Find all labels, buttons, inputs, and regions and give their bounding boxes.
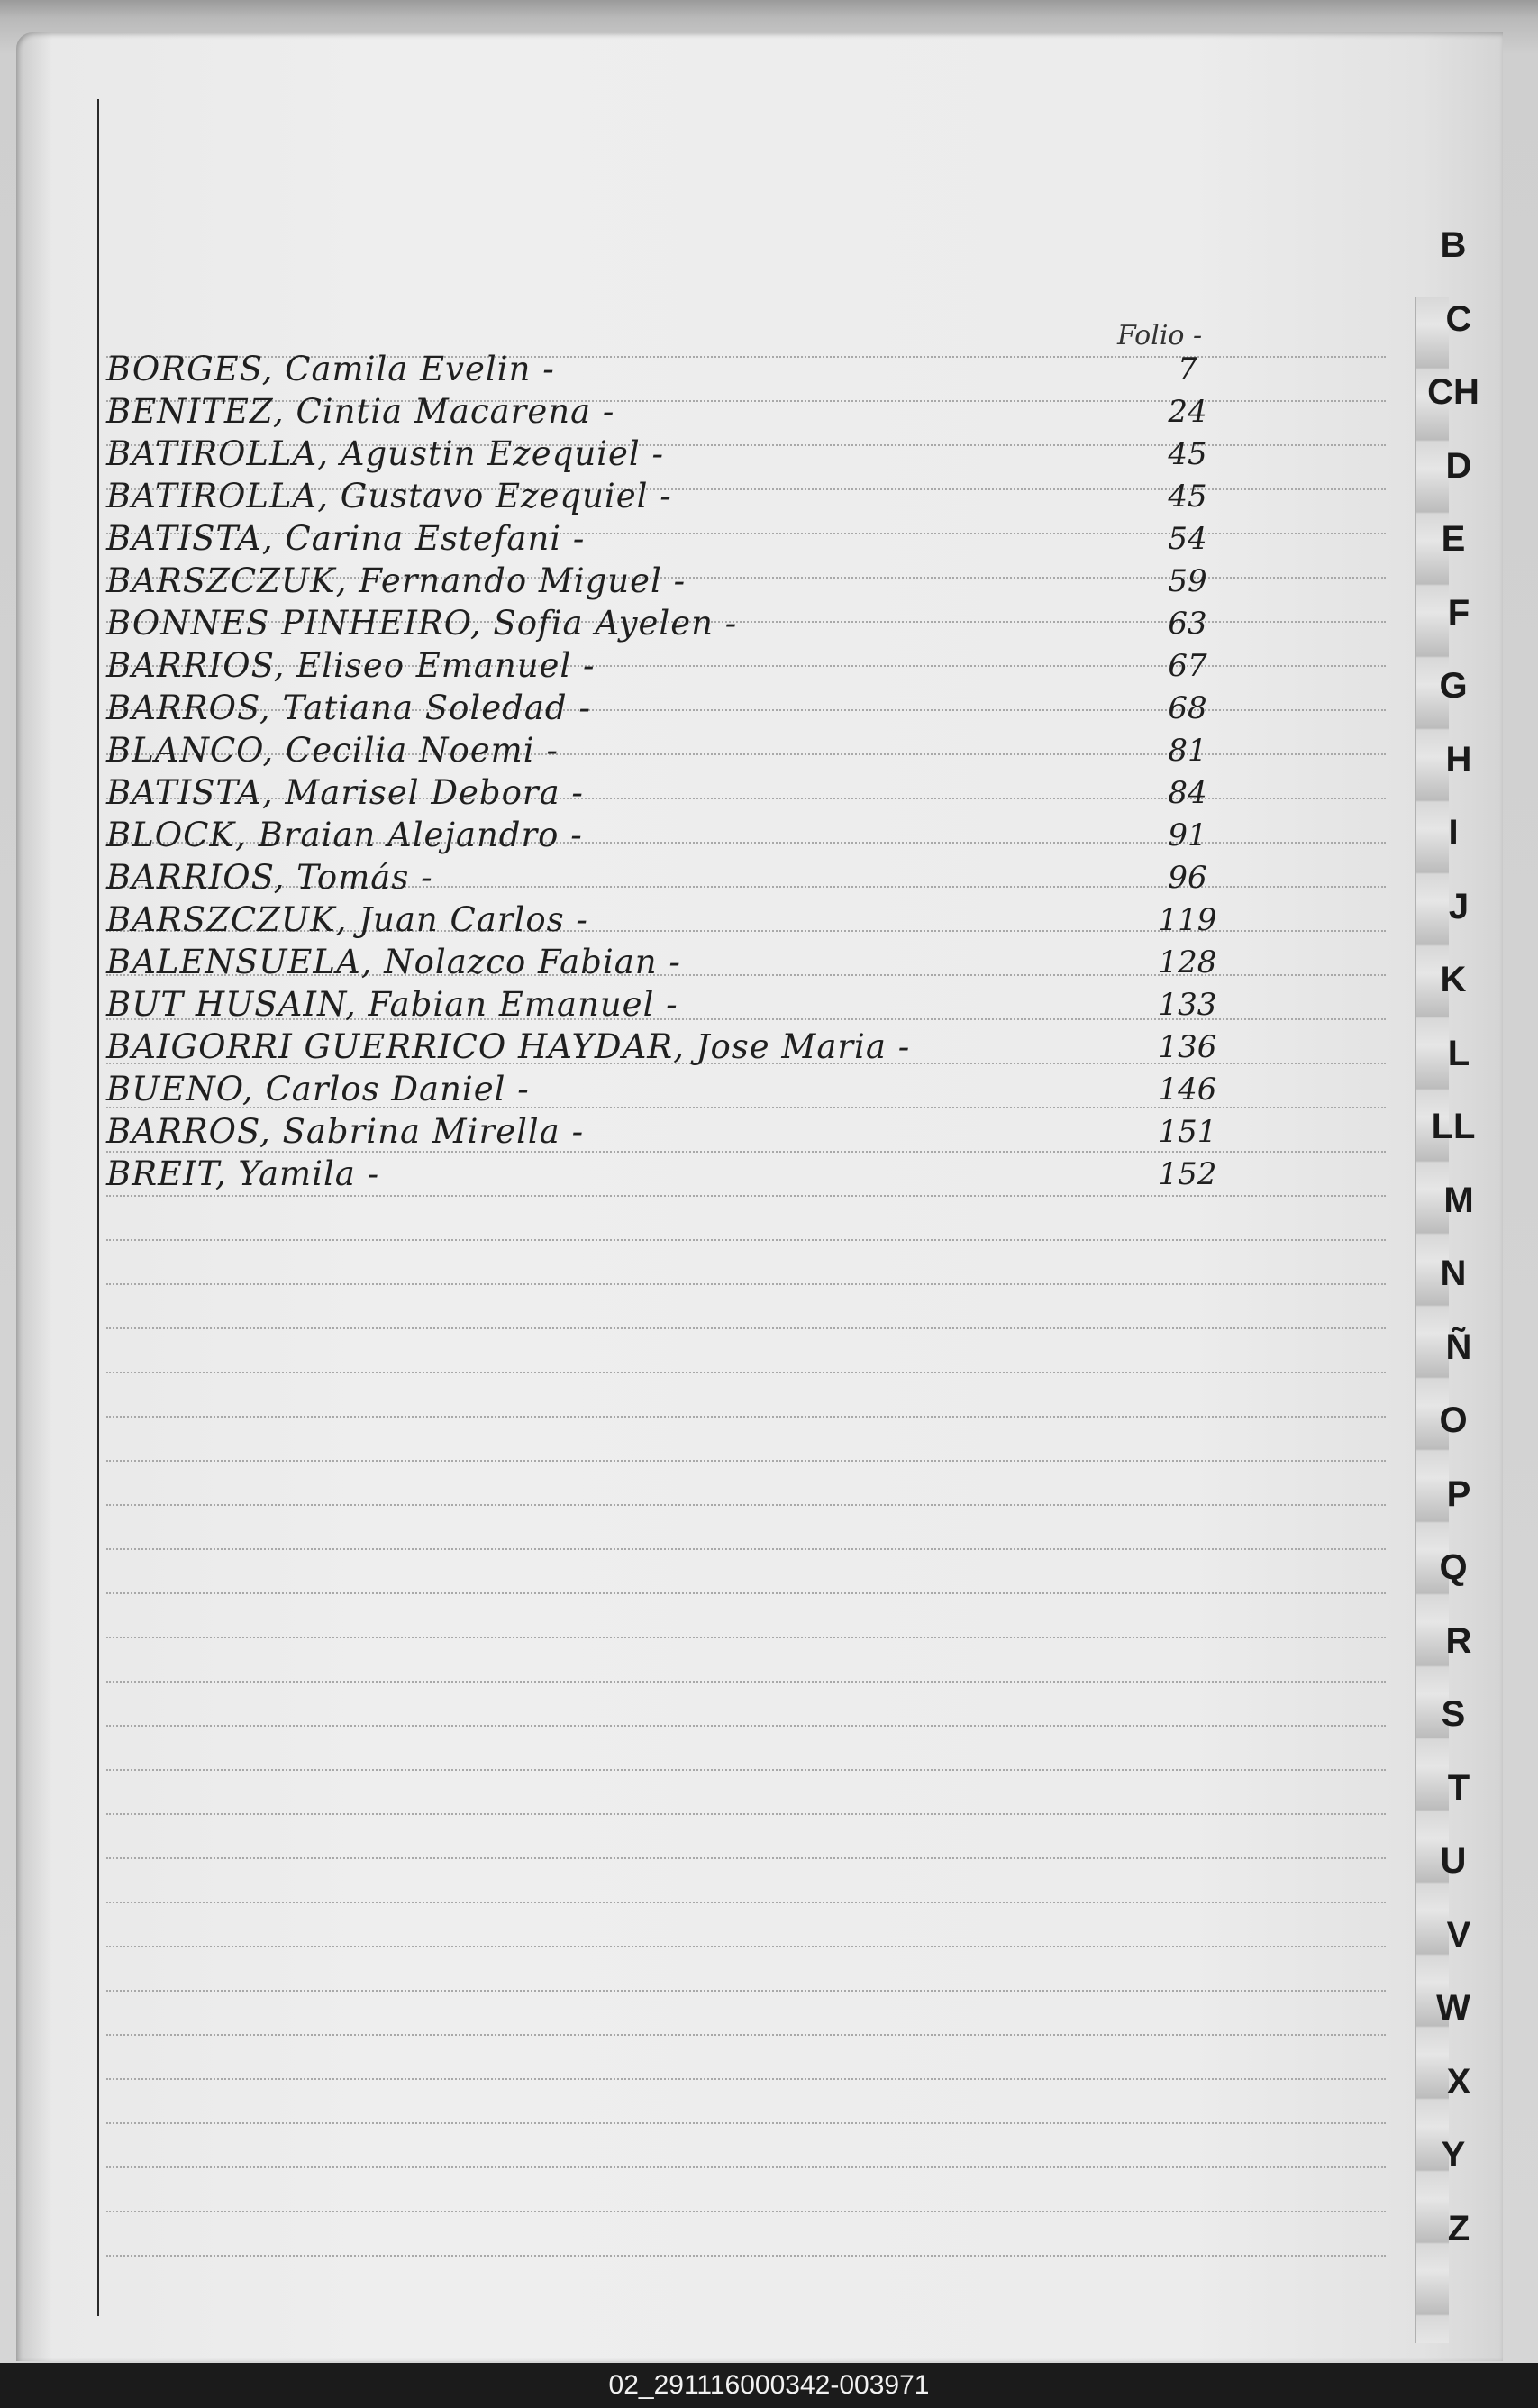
tab-letter[interactable]: CH <box>1427 372 1479 412</box>
entry-name: BATISTA, Carina Estefani - <box>106 519 586 558</box>
entry-folio: 45 <box>1168 479 1207 515</box>
entry-folio: 54 <box>1168 521 1207 557</box>
entry-name: BALENSUELA, Nolazco Fabian - <box>106 943 681 981</box>
folio-column-header: Folio - <box>1117 320 1203 351</box>
ruled-line <box>106 2211 1386 2212</box>
index-entry <box>106 858 1269 899</box>
entry-name: BLANCO, Cecilia Noemi - <box>106 731 559 770</box>
entry-folio: 59 <box>1168 563 1207 599</box>
index-entry <box>106 985 1269 1026</box>
tab-letter[interactable]: R <box>1445 1620 1472 1661</box>
ruled-line <box>106 1239 1386 1241</box>
tab-letter[interactable]: LL <box>1431 1107 1476 1146</box>
entry-folio: 68 <box>1168 690 1207 726</box>
tab-letter[interactable]: Ñ <box>1445 1327 1472 1367</box>
ruled-line <box>106 1327 1386 1329</box>
entry-folio: 96 <box>1168 860 1207 896</box>
index-entry <box>106 900 1269 942</box>
entry-folio: 136 <box>1158 1029 1217 1065</box>
tab-letter[interactable]: N <box>1440 1254 1467 1293</box>
ruled-line <box>106 2078 1386 2080</box>
tab-letter[interactable]: O <box>1439 1400 1468 1440</box>
index-entry <box>106 1154 1269 1196</box>
entry-name: BORGES, Camila Evelin - <box>106 350 555 388</box>
index-entry <box>106 477 1269 518</box>
entry-name: BARSZCZUK, Juan Carlos - <box>106 900 588 939</box>
tab-letter[interactable]: K <box>1440 960 1467 999</box>
margin-line <box>97 99 99 2316</box>
ruled-line <box>106 2034 1386 2036</box>
tab-letter[interactable]: E <box>1441 519 1466 559</box>
index-entry <box>106 350 1269 391</box>
entry-folio: 7 <box>1178 351 1197 388</box>
ruled-line <box>106 1813 1386 1815</box>
entry-folio: 128 <box>1158 944 1217 981</box>
index-entry <box>106 773 1269 815</box>
tab-letter[interactable]: Y <box>1441 2135 1466 2175</box>
ruled-line <box>106 1548 1386 1550</box>
entry-folio: 151 <box>1158 1114 1217 1150</box>
entry-name: BARROS, Tatiana Soledad - <box>106 689 591 727</box>
ruled-line <box>106 1681 1386 1683</box>
entry-folio: 133 <box>1158 987 1217 1023</box>
entry-folio: 91 <box>1168 817 1207 853</box>
entry-name: BONNES PINHEIRO, Sofia Ayelen - <box>106 604 738 643</box>
tab-letter[interactable]: P <box>1446 1473 1471 1514</box>
ruled-line <box>106 1592 1386 1594</box>
ruled-line <box>106 2122 1386 2124</box>
tab-letter[interactable]: S <box>1441 1694 1466 1734</box>
index-entry <box>106 1112 1269 1154</box>
entry-folio: 146 <box>1158 1072 1217 1108</box>
tab-letter[interactable]: D <box>1445 445 1472 486</box>
index-entry <box>106 1070 1269 1111</box>
tab-letter[interactable]: Z <box>1447 2208 1470 2248</box>
index-entry <box>106 519 1269 561</box>
entry-folio: 67 <box>1168 648 1207 684</box>
index-entry <box>106 943 1269 984</box>
tab-letter[interactable]: M <box>1443 1180 1474 1220</box>
entry-name: BARRIOS, Tomás - <box>106 858 433 897</box>
entry-name: BLOCK, Braian Alejandro - <box>106 816 583 854</box>
entry-name: BARRIOS, Eliseo Emanuel - <box>106 646 596 685</box>
tab-letter[interactable]: F <box>1447 592 1470 633</box>
ruled-line <box>106 2255 1386 2257</box>
index-entry <box>106 1027 1269 1069</box>
tab-letter[interactable]: J <box>1448 886 1470 926</box>
ruled-line <box>106 2166 1386 2168</box>
entry-name: BREIT, Yamila - <box>106 1154 380 1193</box>
index-entry <box>106 689 1269 730</box>
ruled-line <box>106 1416 1386 1418</box>
ruled-line <box>106 1460 1386 1462</box>
entry-name: BATIROLLA, Agustin Ezequiel - <box>106 434 665 473</box>
ruled-line <box>106 1372 1386 1373</box>
index-entry <box>106 816 1269 857</box>
scan-identifier: 02_291116000342-003971 <box>0 2363 1538 2408</box>
ruled-line <box>106 1725 1386 1727</box>
ruled-line <box>106 1857 1386 1859</box>
tab-letter[interactable]: X <box>1446 2061 1471 2102</box>
entry-name: BAIGORRI GUERRICO HAYDAR, Jose Maria - <box>106 1027 911 1066</box>
tab-letter[interactable]: C <box>1445 298 1472 339</box>
tab-letter[interactable]: V <box>1446 1914 1471 1955</box>
entry-folio: 84 <box>1168 775 1207 811</box>
entry-folio: 152 <box>1158 1156 1217 1192</box>
entry-name: BENITEZ, Cintia Macarena - <box>106 392 615 431</box>
entry-name: BATIROLLA, Gustavo Ezequiel - <box>106 477 672 515</box>
tab-letter[interactable]: T <box>1447 1767 1470 1808</box>
entry-name: BUT HUSAIN, Fabian Emanuel - <box>106 985 678 1024</box>
index-entry <box>106 392 1269 433</box>
tab-letter[interactable]: I <box>1448 813 1459 853</box>
index-entry <box>106 646 1269 688</box>
ruled-line <box>106 1283 1386 1285</box>
ruled-line <box>106 1504 1386 1506</box>
tab-letter[interactable]: L <box>1447 1033 1470 1073</box>
entry-name: BUENO, Carlos Daniel - <box>106 1070 530 1108</box>
tab-letter[interactable]: B <box>1440 225 1467 265</box>
entry-folio: 45 <box>1168 436 1207 472</box>
tab-letter[interactable]: U <box>1440 1841 1467 1881</box>
ruled-line <box>106 1769 1386 1771</box>
alphabet-tabs <box>1406 225 1532 2316</box>
tab-letter[interactable]: W <box>1436 1988 1470 2028</box>
entry-folio: 63 <box>1168 606 1207 642</box>
entry-name: BATISTA, Marisel Debora - <box>106 773 584 812</box>
entry-name: BARROS, Sabrina Mirella - <box>106 1112 585 1151</box>
entry-folio: 119 <box>1158 902 1217 938</box>
ruled-line <box>106 1902 1386 1903</box>
index-entry <box>106 731 1269 772</box>
index-entry <box>106 604 1269 645</box>
index-entry <box>106 434 1269 476</box>
index-entry <box>106 561 1269 603</box>
ruled-line <box>106 1946 1386 1947</box>
tab-letter[interactable]: G <box>1439 666 1468 706</box>
tab-letter[interactable]: Q <box>1439 1547 1468 1587</box>
ruled-line <box>106 1990 1386 1992</box>
entry-folio: 24 <box>1168 394 1207 430</box>
entry-folio: 81 <box>1168 733 1207 769</box>
tab-letter[interactable]: H <box>1445 739 1472 780</box>
entry-name: BARSZCZUK, Fernando Miguel - <box>106 561 687 600</box>
ruled-line <box>106 1637 1386 1638</box>
